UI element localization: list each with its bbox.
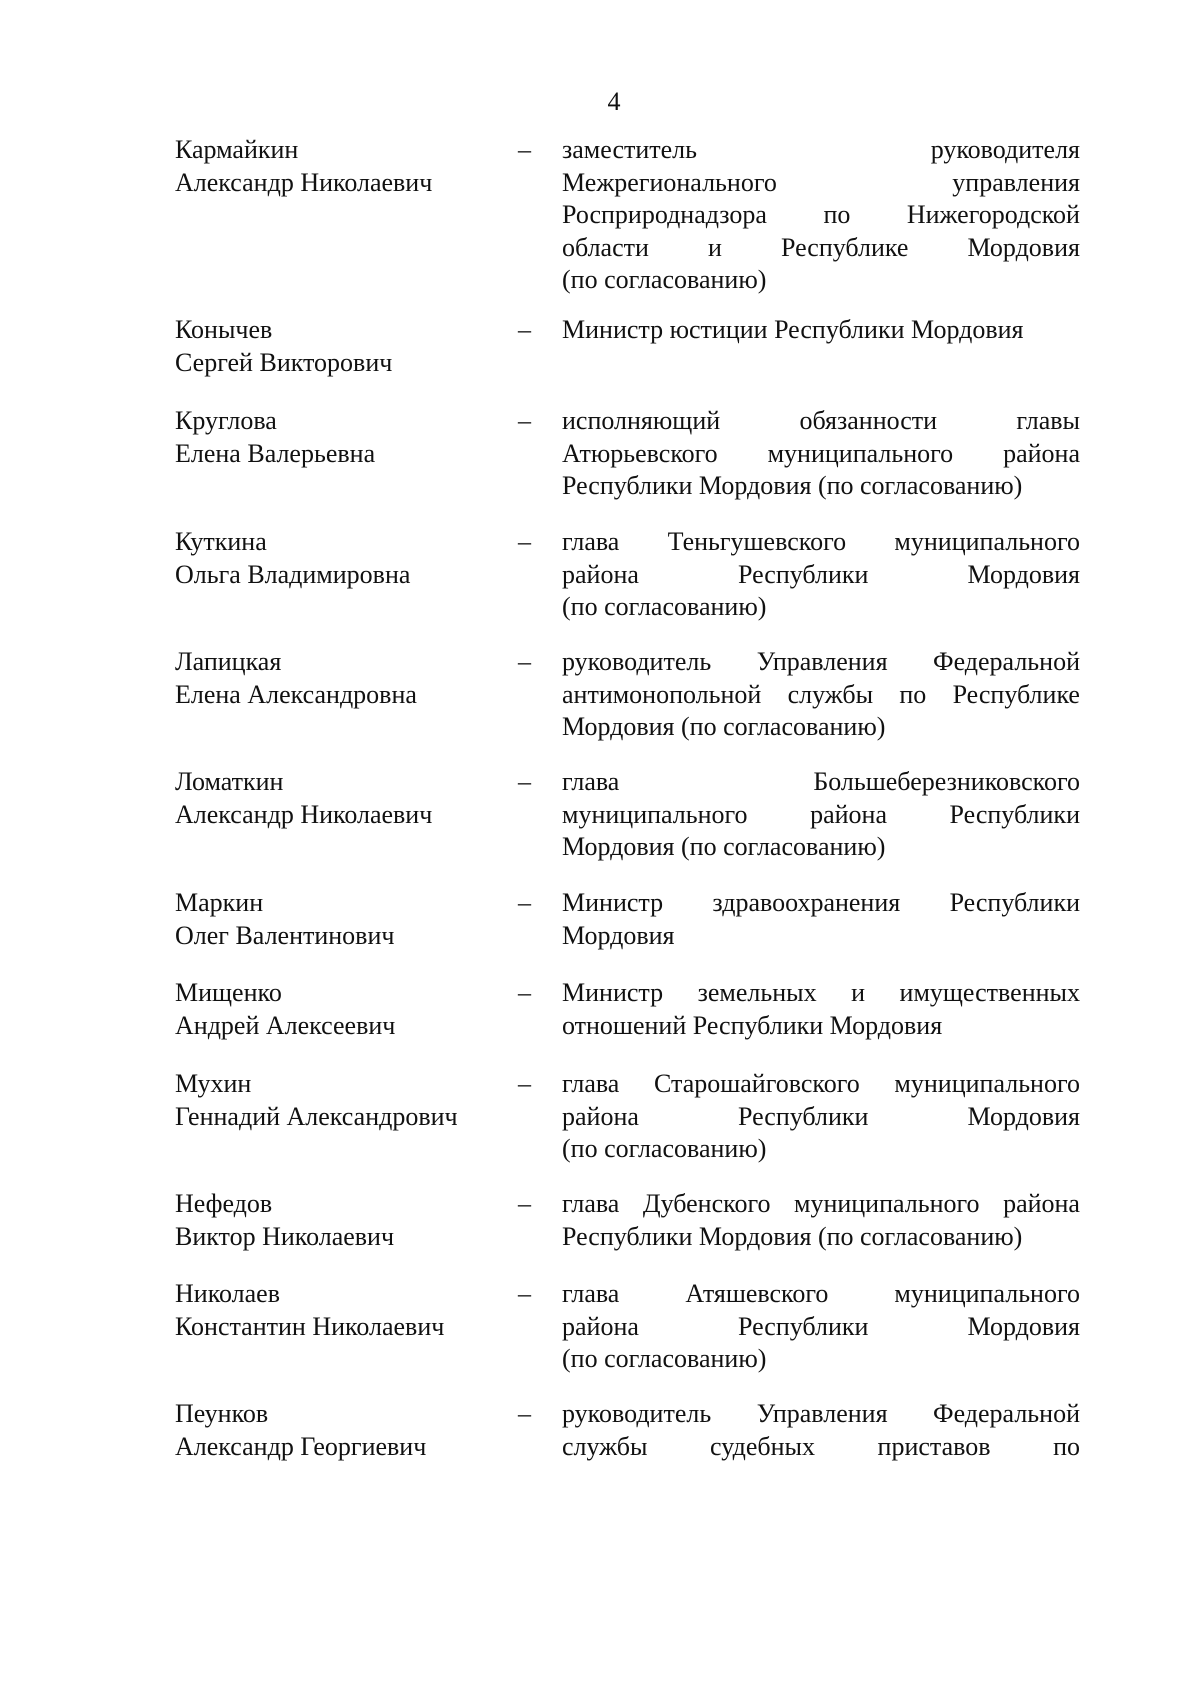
member-surname: Мищенко xyxy=(175,978,282,1007)
position-line: области и Республике Мордовия xyxy=(562,232,1080,262)
position-line: глава Старошайговского муниципального xyxy=(562,1069,1080,1098)
member-name xyxy=(175,977,505,1042)
position-line: службы судебных приставов по xyxy=(562,1431,1080,1461)
member-position xyxy=(562,134,1080,297)
member-name xyxy=(175,526,505,591)
position-line: Мордовия (по согласованию) xyxy=(562,832,886,861)
separator-dash: – xyxy=(518,1189,531,1218)
position-line: глава Большеберезниковского xyxy=(562,767,1080,796)
member-surname: Маркин xyxy=(175,888,264,917)
position-line: Республики Мордовия (по согласованию) xyxy=(562,1221,1023,1251)
separator-dash: – xyxy=(518,647,531,676)
member-surname: Круглова xyxy=(175,406,277,435)
member-given-names: Андрей Алексеевич xyxy=(175,1010,396,1040)
member-surname: Пеунков xyxy=(175,1399,269,1428)
member-position xyxy=(562,977,1080,1042)
separator-dash: – xyxy=(518,315,531,344)
position-line: района Республики Мордовия xyxy=(562,1101,1080,1131)
member-surname: Конычев xyxy=(175,315,273,344)
position-line: Министр юстиции Республики Мордовия xyxy=(562,315,1024,344)
position-line: антимонопольной службы по Республике xyxy=(562,679,1080,709)
position-line: Атюрьевского муниципального района xyxy=(562,438,1080,468)
position-line: (по согласованию) xyxy=(562,265,767,294)
member-given-names: Константин Николаевич xyxy=(175,1311,445,1341)
position-line: района Республики Мордовия xyxy=(562,1311,1080,1341)
member-given-names: Ольга Владимировна xyxy=(175,559,411,589)
position-line: руководитель Управления Федеральной xyxy=(562,1399,1080,1428)
member-given-names: Сергей Викторович xyxy=(175,347,393,377)
member-given-names: Елена Валерьевна xyxy=(175,438,376,468)
member-given-names: Александр Георгиевич xyxy=(175,1431,427,1461)
member-given-names: Геннадий Александрович xyxy=(175,1101,458,1131)
position-line: Министр земельных и имущественных xyxy=(562,978,1080,1007)
member-position xyxy=(562,405,1080,503)
position-line: исполняющий обязанности главы xyxy=(562,406,1080,435)
position-line: Министр здравоохранения Республики xyxy=(562,888,1080,917)
member-given-names: Елена Александровна xyxy=(175,679,417,709)
member-surname: Ломаткин xyxy=(175,767,284,796)
member-given-names: Виктор Николаевич xyxy=(175,1221,395,1251)
position-line: отношений Республики Мордовия xyxy=(562,1010,943,1040)
member-given-names: Александр Николаевич xyxy=(175,167,433,197)
member-name xyxy=(175,1398,505,1463)
member-position xyxy=(562,1188,1080,1253)
member-given-names: Олег Валентинович xyxy=(175,920,395,950)
position-line: муниципального района Республики xyxy=(562,799,1080,829)
member-name xyxy=(175,646,505,711)
member-position xyxy=(562,646,1080,744)
separator-dash: – xyxy=(518,1279,531,1308)
position-line: (по согласованию) xyxy=(562,592,767,621)
page-number: 4 xyxy=(607,87,621,116)
separator-dash: – xyxy=(518,888,531,917)
member-given-names: Александр Николаевич xyxy=(175,799,433,829)
member-surname: Нефедов xyxy=(175,1189,273,1218)
member-surname: Мухин xyxy=(175,1069,252,1098)
position-line: глава Дубенского муниципального района xyxy=(562,1189,1080,1218)
member-name xyxy=(175,1278,505,1343)
position-line: района Республики Мордовия xyxy=(562,559,1080,589)
separator-dash: – xyxy=(518,406,531,435)
position-line: руководитель Управления Федеральной xyxy=(562,647,1080,676)
member-position xyxy=(562,1398,1080,1463)
separator-dash: – xyxy=(518,1399,531,1428)
member-name xyxy=(175,1188,505,1253)
separator-dash: – xyxy=(518,767,531,796)
position-line: Росприроднадзора по Нижегородской xyxy=(562,200,1080,229)
position-line: (по согласованию) xyxy=(562,1344,767,1373)
member-position xyxy=(562,314,1080,347)
separator-dash: – xyxy=(518,978,531,1007)
member-name xyxy=(175,766,505,831)
position-line: Межрегионального управления xyxy=(562,167,1080,197)
separator-dash: – xyxy=(518,1069,531,1098)
member-name xyxy=(175,1068,505,1133)
member-name xyxy=(175,405,505,470)
position-line: Мордовия (по согласованию) xyxy=(562,712,886,741)
member-position xyxy=(562,887,1080,952)
position-line: глава Атяшевского муниципального xyxy=(562,1279,1080,1308)
member-name xyxy=(175,314,505,379)
separator-dash: – xyxy=(518,527,531,556)
member-position xyxy=(562,1068,1080,1166)
member-surname: Куткина xyxy=(175,527,267,556)
member-surname: Николаев xyxy=(175,1279,280,1308)
member-name xyxy=(175,134,505,199)
member-name xyxy=(175,887,505,952)
position-line: (по согласованию) xyxy=(562,1134,767,1163)
separator-dash: – xyxy=(518,135,531,164)
member-position xyxy=(562,1278,1080,1376)
member-position xyxy=(562,766,1080,864)
position-line: Республики Мордовия (по согласованию) xyxy=(562,471,1023,500)
member-surname: Кармайкин xyxy=(175,135,299,164)
position-line: заместитель руководителя xyxy=(562,135,1080,164)
member-surname: Лапицкая xyxy=(175,647,282,676)
member-position xyxy=(562,526,1080,624)
position-line: глава Теньгушевского муниципального xyxy=(562,527,1080,556)
position-line: Мордовия xyxy=(562,920,675,950)
